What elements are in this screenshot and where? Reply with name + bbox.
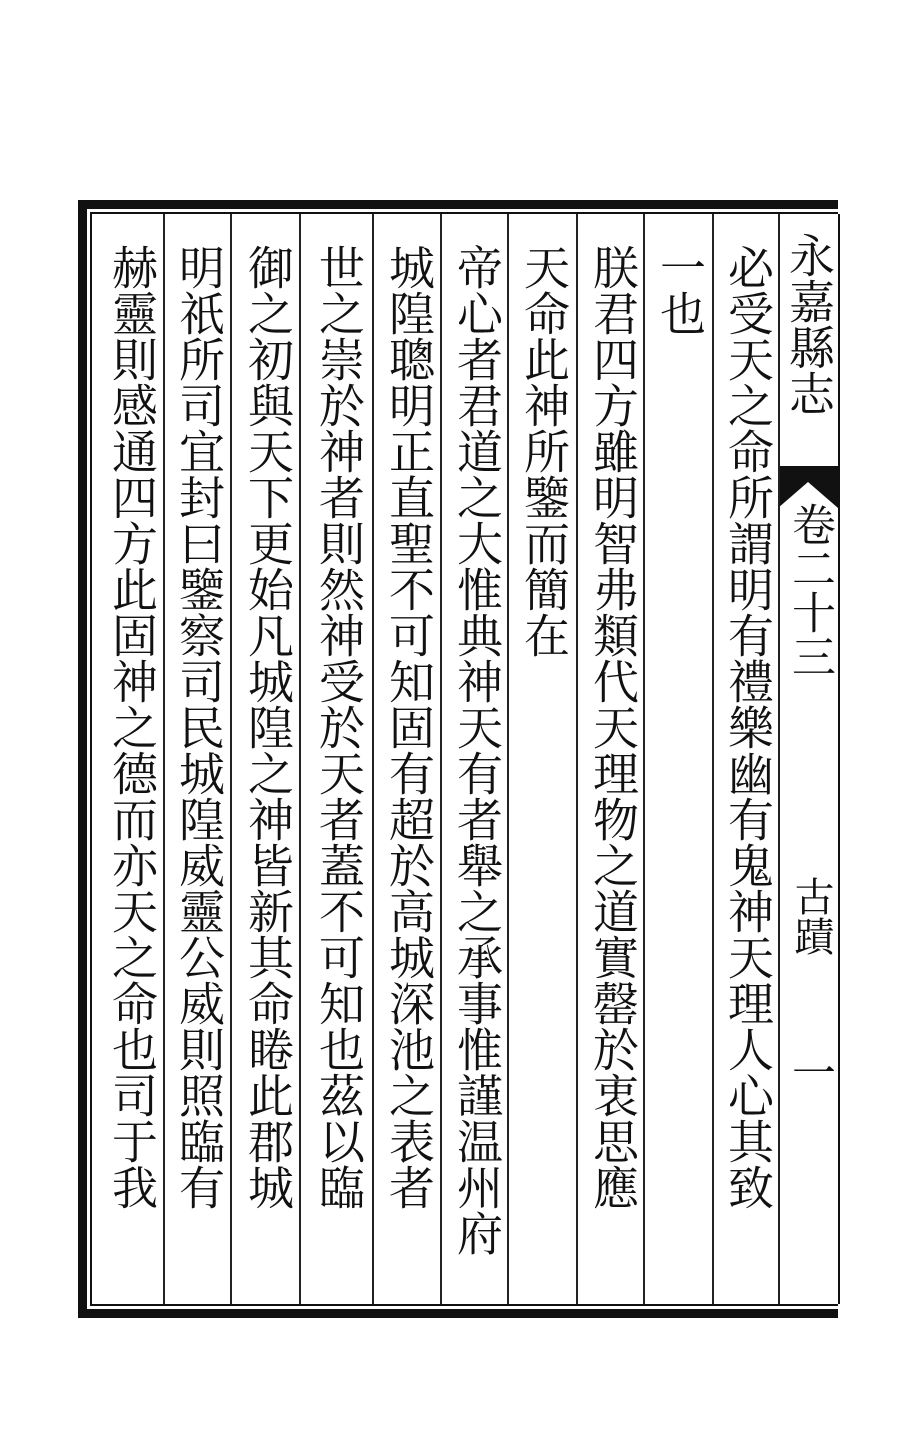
column-rule: [712, 214, 714, 1304]
column-rule: [643, 214, 645, 1304]
text-column-4: 天命此神所鑒而簡在: [517, 244, 571, 658]
column-rule: [299, 214, 301, 1304]
column-rule: [576, 214, 578, 1304]
volume-label: 卷二十三: [784, 502, 835, 678]
text-column-2: 一也: [653, 244, 707, 336]
page-number: 一: [784, 1050, 835, 1094]
book-title: 永嘉縣志: [782, 232, 836, 416]
text-column-8: 御之初與天下更始凡城隍之神皆新其命睠此郡城: [241, 244, 295, 1210]
text-column-6: 城隍聰明正直聖不可知固有超於高城深池之表者: [382, 244, 436, 1210]
page-edge-rule: [838, 214, 840, 1304]
text-column-1: 必受天之命所謂明有禮樂幽有鬼神天理人心其致: [721, 244, 775, 1210]
text-column-5: 帝心者君道之大惟典神天有者舉之承事惟謹温州府: [450, 244, 504, 1256]
column-rule: [507, 214, 509, 1304]
column-rule: [778, 214, 780, 1304]
column-rule: [163, 214, 165, 1304]
column-rule: [440, 214, 442, 1304]
text-column-3: 朕君四方雖明智弗類代天理物之道實罄於衷思應: [586, 244, 640, 1210]
section-label: 古蹟: [788, 876, 834, 956]
text-column-10: 赫靈則感通四方此固神之德而亦天之命也司于我: [105, 244, 159, 1210]
column-rule: [230, 214, 232, 1304]
column-rule: [372, 214, 374, 1304]
text-column-9: 明祇所司宜封曰鑒察司民城隍威靈公威則照臨有: [172, 244, 226, 1210]
text-column-7: 世之崇於神者則然神受於天者蓋不可知也茲以臨: [312, 244, 366, 1210]
